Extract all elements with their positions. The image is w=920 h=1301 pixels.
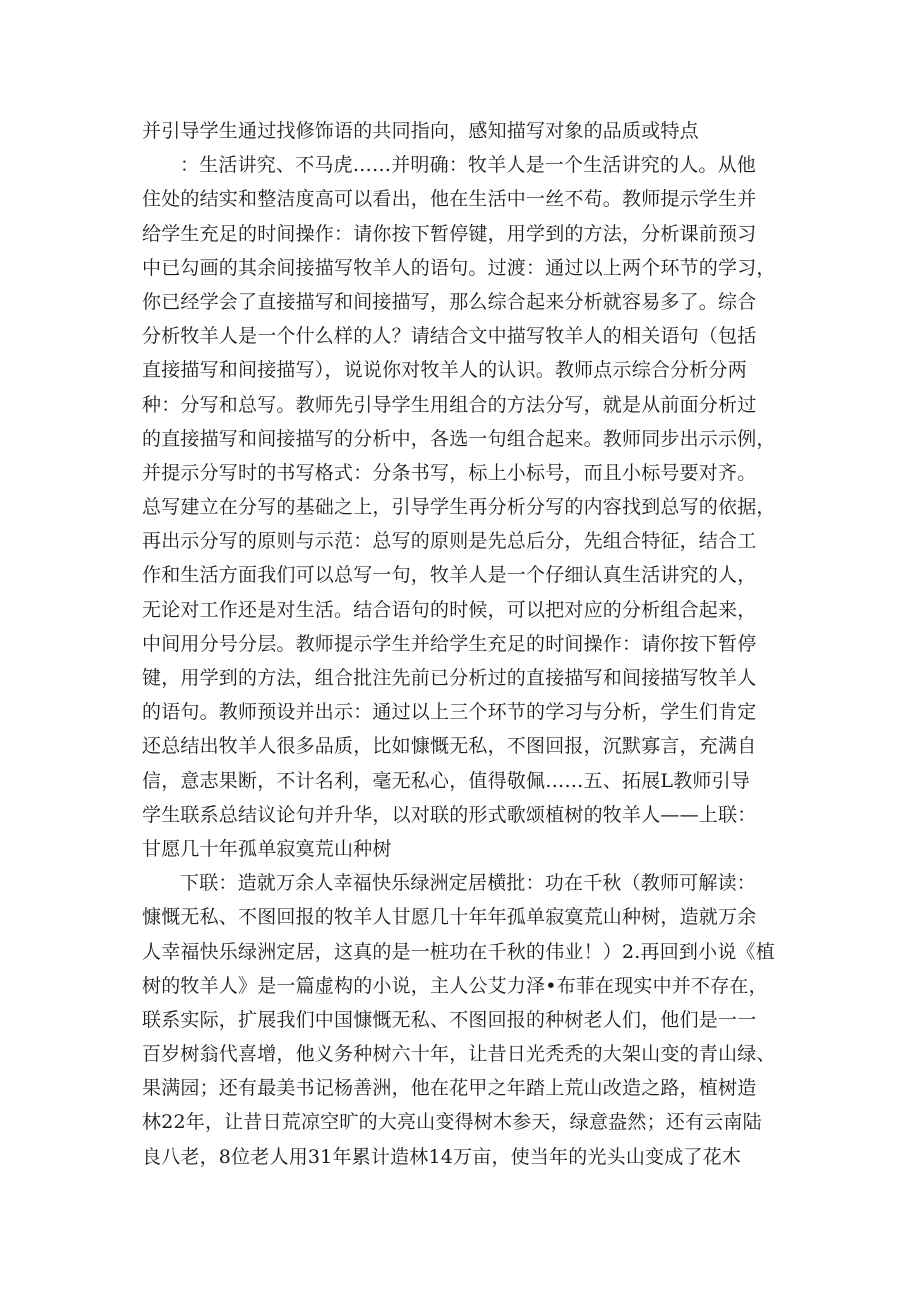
text-line: 人幸福快乐绿洲定居，这真的是一桩功在千秋的伟业！）2.再回到小说《植 — [142, 940, 775, 963]
text-line: 信，意志果断，不计名利，毫无私心，值得敬佩……五、拓展L教师引导 — [142, 769, 751, 792]
text-line: 还总结出牧羊人很多品质，比如慷慨无私，不图回报，沉默寡言，充满自 — [142, 735, 757, 758]
text-line: 慷慨无私、不图回报的牧羊人甘愿几十年年孤单寂寞荒山种树，造就万余 — [142, 906, 757, 929]
text-line: 你已经学会了直接描写和间接描写，那么综合起来分析就容易多了。综合 — [142, 290, 757, 313]
text-line: 作和生活方面我们可以总写一句，牧羊人是一个仔细认真生活讲究的人， — [142, 564, 757, 587]
text-line: 给学生充足的时间操作：请你按下暂停键，用学到的方法，分析课前预习 — [142, 222, 757, 245]
text-line: 总写建立在分写的基础之上，引导学生再分析分写的内容找到总写的依据， — [142, 496, 776, 519]
text-line: 直接描写和间接描写），说说你对牧羊人的认识。教师点示综合分析分两 — [142, 359, 747, 382]
text-line: 住处的结实和整洁度高可以看出，他在生活中一丝不苟。教师提示学生并 — [142, 188, 757, 211]
text-line: 林22年，让昔日荒凉空旷的大亮山变得树木参天，绿意盎然；还有云南陆 — [142, 1111, 762, 1134]
text-line: 键，用学到的方法，组合批注先前已分析过的直接描写和间接描写牧羊人 — [142, 667, 757, 689]
text-line: 并提示分写时的书写格式：分条书写，标上小标号，而且小标号要对齐。 — [142, 461, 757, 484]
text-line: 的语句。教师预设并出示：通过以上三个环节的学习与分析，学生们肯定 — [142, 701, 757, 724]
text-line: 树的牧羊人》是一篇虚构的小说，主人公艾力泽•布菲在现实中并不存在， — [142, 974, 768, 997]
text-line: 的直接描写和间接描写的分析中，各选一句组合起来。教师同步出示示例， — [142, 427, 776, 450]
text-line: 果满园；还有最美书记杨善洲，他在花甲之年踏上荒山改造之路，植树造 — [142, 1077, 757, 1100]
text-line: 联系实际，扩展我们中国慷慨无私、不图回报的种树老人们，他们是一一 — [142, 1008, 757, 1031]
text-line: 分析牧羊人是一个什么样的人？请结合文中描写牧羊人的相关语句（包括 — [142, 325, 757, 348]
text-line: ：生活讲究、不马虎……并明确：牧羊人是一个生活讲究的人。从他 — [180, 154, 757, 177]
document-body — [142, 114, 788, 1174]
text-line: 中间用分号分层。教师提示学生并给学生充足的时间操作：请你按下暂停 — [142, 632, 757, 655]
text-line: 甘愿几十年孤单寂寞荒山种树 — [142, 837, 392, 860]
text-line: 下联：造就万余人幸福快乐绿洲定居横批：功在千秋（教师可解读： — [180, 872, 757, 895]
text-line: 种：分写和总写。教师先引导学生用组合的方法分写，就是从前面分析过 — [142, 393, 757, 416]
text-line: 百岁树翁代喜增，他义务种树六十年，让昔日光秃秃的大架山变的青山绿、 — [142, 1043, 776, 1066]
text-line: 再出示分写的原则与示范：总写的原则是先总后分，先组合特征，结合工 — [142, 530, 757, 553]
text-line: 并引导学生通过找修饰语的共同指向，感知描写对象的品质或特点 — [142, 120, 699, 142]
text-line: 学生联系总结议论句并升华，以对联的形式歌颂植树的牧羊人——上联： — [142, 803, 757, 826]
text-line: 中已勾画的其余间接描写牧羊人的语句。过渡：通过以上两个环节的学习， — [142, 256, 776, 279]
text-line: 无论对工作还是对生活。结合语句的时候，可以把对应的分析组合起来， — [142, 598, 757, 621]
text-line: 良八老，8位老人用31年累计造林14万亩，使当年的光头山变成了花木 — [142, 1145, 742, 1168]
